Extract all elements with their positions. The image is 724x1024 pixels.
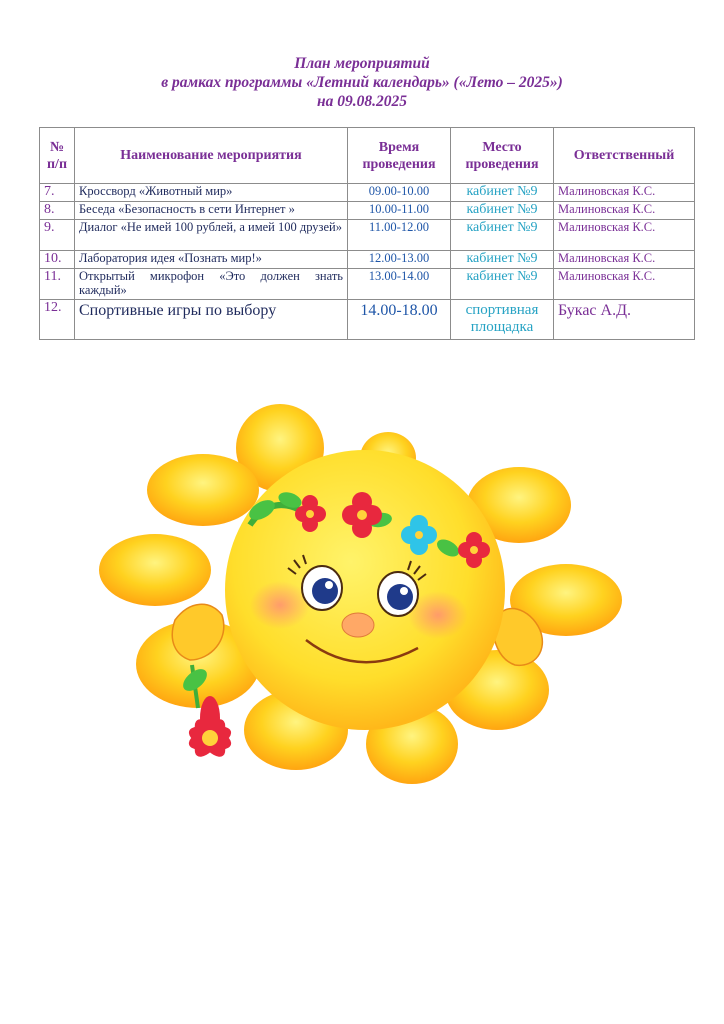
sun-nose bbox=[342, 613, 374, 637]
row-place: спортивная площадка bbox=[451, 300, 554, 340]
row-time: 09.00-10.00 bbox=[348, 184, 451, 202]
row-time: 14.00-18.00 bbox=[348, 300, 451, 340]
heading-date: на 09.08.2025 bbox=[317, 93, 407, 110]
row-time: 11.00-12.00 bbox=[348, 220, 451, 251]
sun-ray bbox=[147, 454, 259, 526]
row-responsible: Малиновская К.С. bbox=[554, 220, 695, 251]
row-num: 11. bbox=[40, 269, 75, 300]
row-place: кабинет №9 bbox=[451, 184, 554, 202]
header-time: Время проведения bbox=[348, 128, 451, 184]
row-event-name: Открытый микрофон «Это должен знать каждый» bbox=[75, 269, 348, 300]
row-place: кабинет №9 bbox=[451, 220, 554, 251]
row-time: 10.00-11.00 bbox=[348, 202, 451, 220]
row-place: кабинет №9 bbox=[451, 202, 554, 220]
heading-title: План мероприятий bbox=[294, 55, 430, 72]
row-num: 7. bbox=[40, 184, 75, 202]
row-place: кабинет №9 bbox=[451, 251, 554, 269]
row-num: 9. bbox=[40, 220, 75, 251]
header-responsible: Ответственный bbox=[554, 128, 695, 184]
header-num: № п/п bbox=[40, 128, 75, 184]
row-num: 12. bbox=[40, 300, 75, 340]
row-event-name: Спортивные игры по выбору bbox=[75, 300, 348, 340]
row-place: кабинет №9 bbox=[451, 269, 554, 300]
row-event-name: Кроссворд «Животный мир» bbox=[75, 184, 348, 202]
row-responsible: Малиновская К.С. bbox=[554, 202, 695, 220]
heading-program: в рамках программы «Летний календарь» («Лето – 2025») bbox=[161, 74, 563, 91]
row-num: 10. bbox=[40, 251, 75, 269]
row-time: 12.00-13.00 bbox=[348, 251, 451, 269]
row-event-name: Диалог «Не имей 100 рублей, а имей 100 друзей» bbox=[75, 220, 348, 251]
header-name: Наименование мероприятия bbox=[75, 128, 348, 184]
row-responsible: Букас А.Д. bbox=[554, 300, 695, 340]
sun-left-cheek bbox=[250, 581, 310, 629]
sun-ray bbox=[99, 534, 211, 606]
row-responsible: Малиновская К.С. bbox=[554, 184, 695, 202]
row-responsible: Малиновская К.С. bbox=[554, 269, 695, 300]
row-num: 8. bbox=[40, 202, 75, 220]
row-time: 13.00-14.00 bbox=[348, 269, 451, 300]
header-place: Место проведения bbox=[451, 128, 554, 184]
row-event-name: Беседа «Безопасность в сети Интернет » bbox=[75, 202, 348, 220]
row-responsible: Малиновская К.С. bbox=[554, 251, 695, 269]
row-event-name: Лаборатория идея «Познать мир!» bbox=[75, 251, 348, 269]
